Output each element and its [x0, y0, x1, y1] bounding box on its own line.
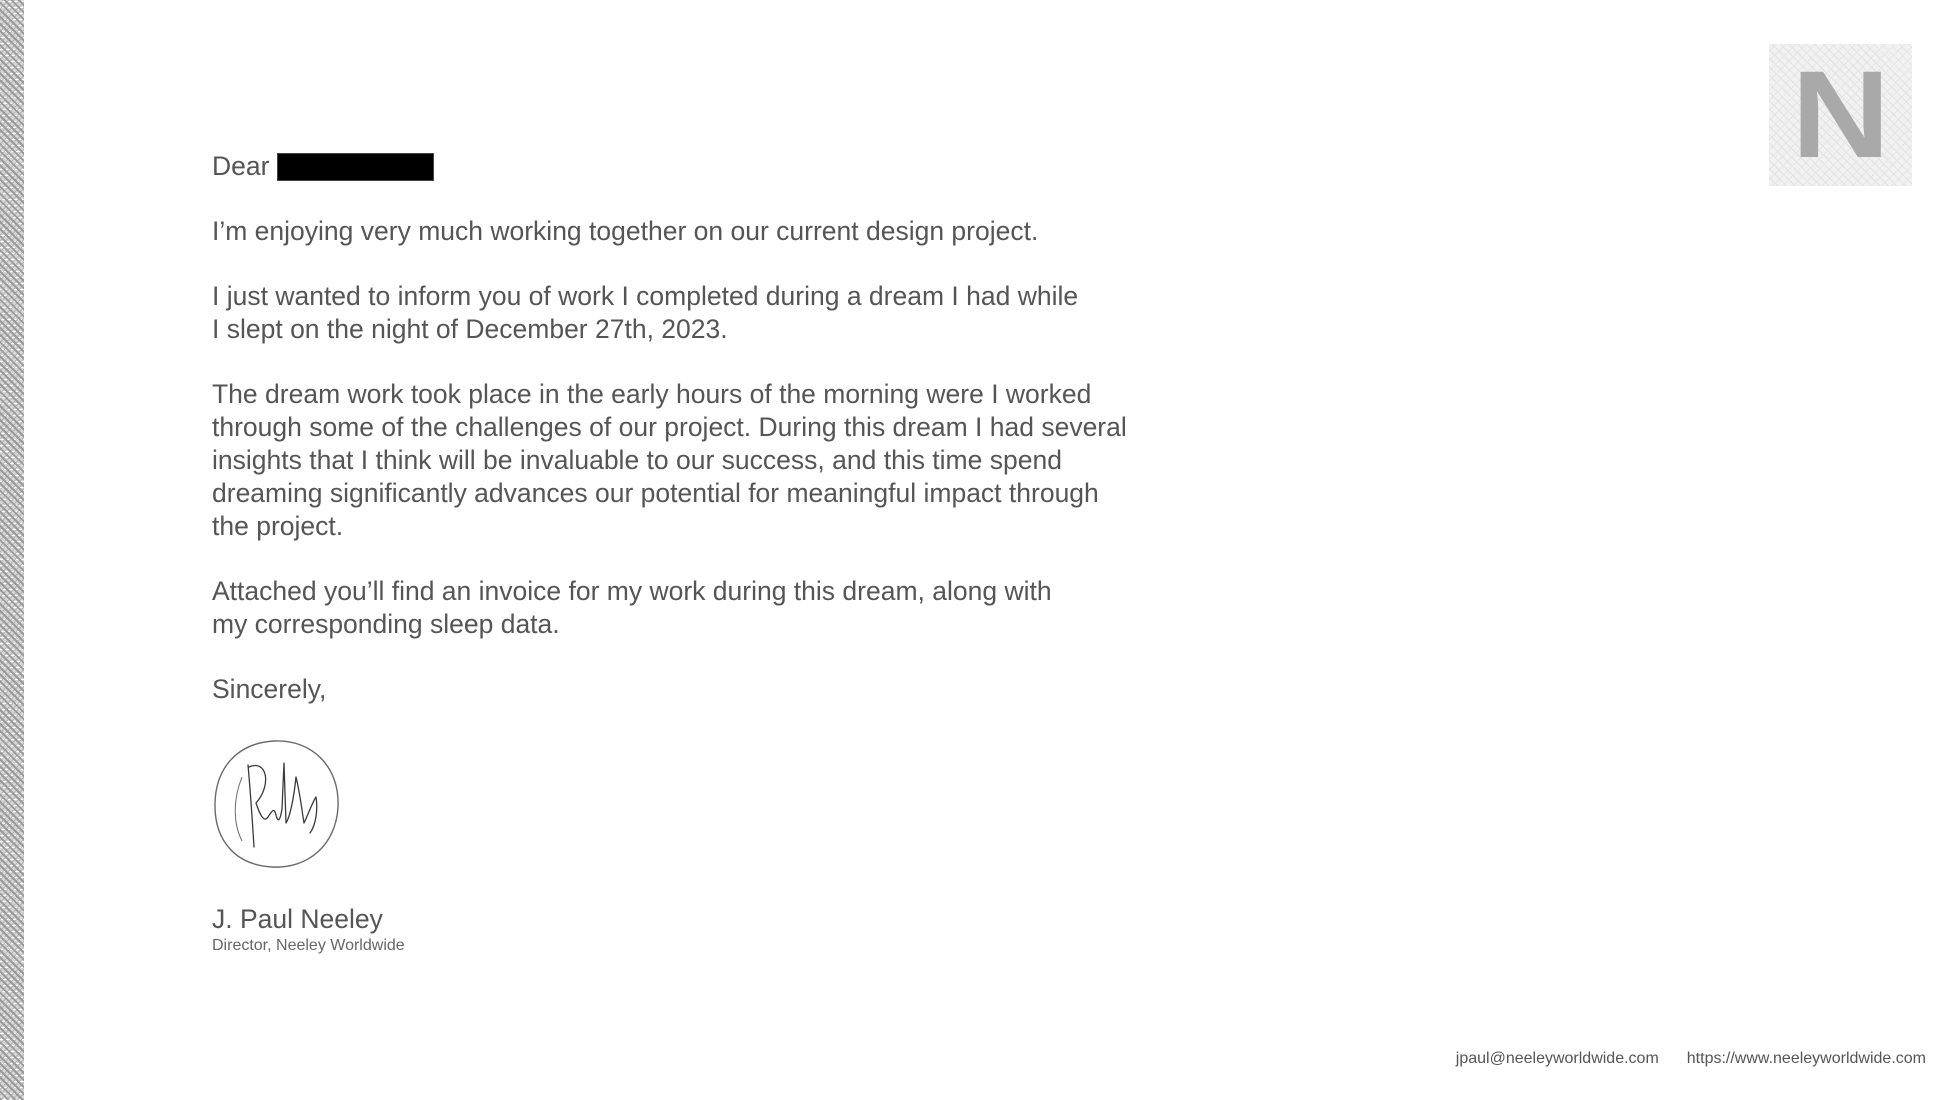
letter-body	[212, 150, 1132, 738]
paragraph-4: Attached you’ll find an invoice for my work during this dream, along with my corresponding sleep data.	[212, 576, 1052, 639]
footer-email-link[interactable]: jpaul@neeleyworldwide.com	[1455, 1050, 1659, 1067]
paragraph-2: I just wanted to inform you of work I completed during a dream I had while I slept on the night of December 27th, 2023.	[212, 281, 1079, 344]
neeley-logo	[1769, 44, 1912, 186]
signer-title: Director, Neeley Worldwide	[212, 937, 405, 954]
footer-contact	[1456, 1049, 1926, 1069]
signer-name: J. Paul Neeley	[212, 904, 383, 934]
footer-website-link[interactable]: https://www.neeleyworldwide.com	[1686, 1050, 1926, 1067]
paragraph-1: I’m enjoying very much working together on our current design project.	[212, 216, 1039, 246]
greeting-text: Dear	[212, 151, 270, 181]
decorative-edge-pattern	[0, 0, 24, 1100]
paragraph-3: The dream work took place in the early hours of the morning were I worked through some of the challenges of our project. During this dream I had several insights that I think will be invaluable to our success, and this time spend dreaming significantly advances our potential for meaningful impact through the project.	[212, 379, 1127, 541]
redacted-recipient-name	[277, 153, 434, 181]
closing: Sincerely,	[212, 674, 327, 704]
handwritten-signature	[212, 737, 342, 871]
logo-letter: N	[1791, 46, 1890, 184]
salutation	[212, 150, 1132, 183]
